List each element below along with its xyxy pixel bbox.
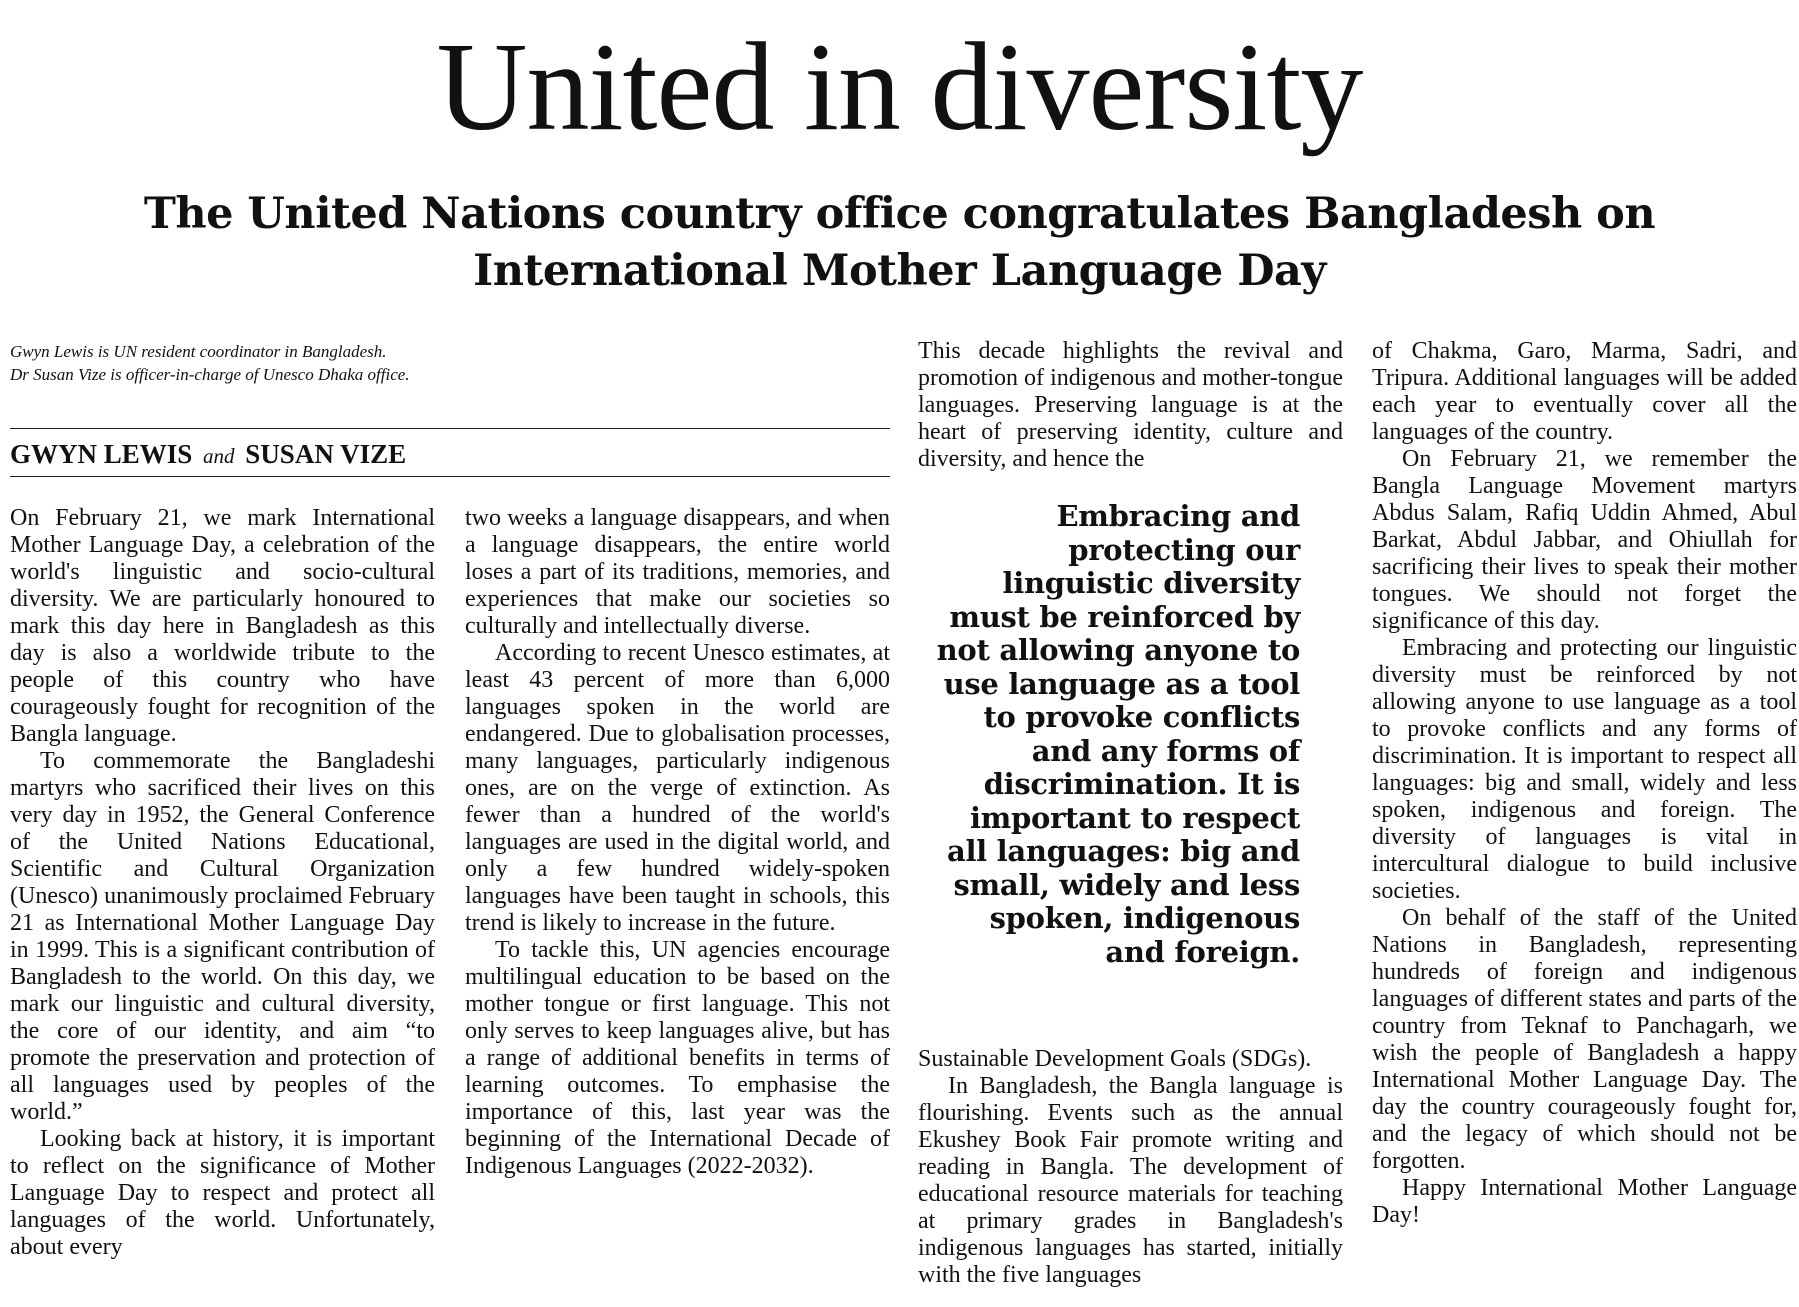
paragraph: Looking back at history, it is important to reflect on the significance of Mother Language Day to respect and protect all languages of the world. Unfortunately, about every <box>10 1126 435 1260</box>
paragraph: On February 21, we mark International Mother Language Day, a celebration of the world's linguistic and socio-cultural diversity. We are particularly honoured to mark this day here in Bangladesh as this day is also a worldwide tribute to the people of this country who have courageously fought for recognition of the Bangla language. <box>10 505 435 747</box>
headline: United in diversity <box>436 18 1363 157</box>
paragraph: Happy International Mother Language Day! <box>1372 1175 1797 1228</box>
article-column-2 <box>465 505 890 1303</box>
byline-top-rule <box>10 428 890 429</box>
paragraph: According to recent Unesco estimates, at least 43 percent of more than 6,000 languages spoken in the world are endangered. Due to globalisation processes, many languages, particularly indigenous ones, are on the verge of extinction. As fewer than a hundred of the world's languages are used in the digital world, and only a few hundred widely-spoken languages have been taught in schools, this trend is likely to increase in the future. <box>465 640 890 936</box>
paragraph: of Chakma, Garo, Marma, Sadri, and Tripura. Additional languages will be added each year to eventually cover all the languages of the country. <box>1372 338 1797 445</box>
article-column-4 <box>1372 338 1797 1303</box>
paragraph: Sustainable Development Goals (SDGs). <box>918 1046 1312 1072</box>
paragraph: To tackle this, UN agencies encourage multilingual education to be based on the mother tongue or first language. This not only serves to keep languages alive, but has a range of additional benefits in terms of learning outcomes. To emphasise the importance of this, last year was the beginning of the International Decade of Indigenous Languages (2022-2032). <box>465 937 890 1179</box>
paragraph: In Bangladesh, the Bangla language is flourishing. Events such as the annual Ekushey Book Fair promote writing and reading in Bangla. The development of educational resource materials for teaching at primary grades in Bangladesh's indigenous languages has started, initially with the five languages <box>918 1073 1343 1288</box>
article-column-3-top <box>918 338 1343 478</box>
author-bio-line-1: Gwyn Lewis is UN resident coordinator in Bangladesh. <box>10 342 387 361</box>
pull-quote: Embracing and protecting our linguistic diversity must be reinforced by not allowing anyone to use language as a tool to provoke conflicts and any forms of discrimination. It is important to respect all languages: big and small, widely and less spoken, indigenous and foreign. <box>936 499 1300 969</box>
paragraph: On behalf of the staff of the United Nations in Bangladesh, representing hundreds of foreign and indigenous languages of different states and parts of the country from Teknaf to Panchagarh, we wish the people of Bangladesh a happy International Mother Language Day. The day the country courageously fought for, and the legacy of which should not be forgotten. <box>1372 905 1797 1174</box>
paragraph: To commemorate the Bangladeshi martyrs who sacrificed their lives on this very day in 1952, the General Conference of the United Nations Educational, Scientific and Cultural Organization (Unesco) unanimously proclaimed February 21 as International Mother Language Day in 1999. This is a significant contribution of Bangladesh to the world. On this day, we mark our linguistic and cultural diversity, the core of our identity, and aim “to promote the preservation and protection of all languages used by peoples of the world.” <box>10 748 435 1125</box>
byline <box>10 439 890 471</box>
paragraph: On February 21, we remember the Bangla Language Movement martyrs Abdus Salam, Rafiq Uddin Ahmed, Abul Barkat, Abdul Jabbar, and Ohiullah for sacrificing their lives to speak their mother tongues. We should not forget the significance of this day. <box>1372 446 1797 634</box>
byline-author-1: GWYN LEWIS <box>10 439 193 469</box>
author-bio <box>10 340 890 386</box>
paragraph: two weeks a language disappears, and when a language disappears, the entire world loses a part of its traditions, memories, and experiences that make our societies so culturally and intellectually diverse. <box>465 505 890 639</box>
article-column-3-bottom <box>918 1046 1343 1303</box>
byline-conjunction: and <box>203 444 235 468</box>
subheadline: The United Nations country office congratulates Bangladesh on International Mother Language Day <box>143 189 1656 296</box>
author-bio-line-2: Dr Susan Vize is officer-in-charge of Unesco Dhaka office. <box>10 365 410 384</box>
byline-author-2: SUSAN VIZE <box>245 439 407 469</box>
article-column-1 <box>10 505 435 1303</box>
byline-bottom-rule <box>10 476 890 477</box>
paragraph: Embracing and protecting our linguistic diversity must be reinforced by not allowing anyone to use language as a tool to provoke conflicts and any forms of discrimination. It is important to respect all languages: big and small, widely and less spoken, indigenous and foreign. The diversity of languages is vital in intercultural dialogue to build inclusive societies. <box>1372 635 1797 904</box>
paragraph: This decade highlights the revival and promotion of indigenous and mother-tongue languages. Preserving language is at the heart of preserving identity, culture and diversity, and hence the <box>918 338 1343 472</box>
